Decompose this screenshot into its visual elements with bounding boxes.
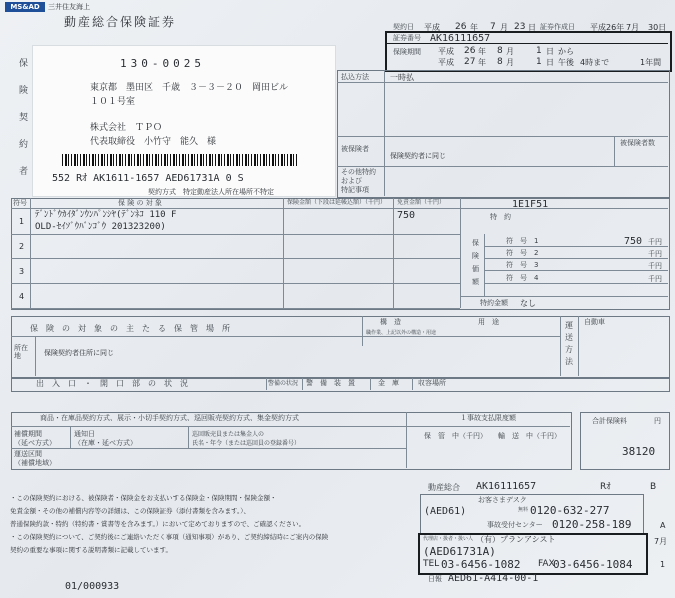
row-no-3: 3 <box>19 267 25 276</box>
structure-note: 職作業、上記以外の構造・用途 <box>366 330 437 336</box>
premium-code-1: 符 号 1 <box>506 237 539 245</box>
contract-era: 平成 <box>424 23 440 32</box>
guard-status-label: 警備の状況 <box>268 380 299 387</box>
special-amount-value: なし <box>520 299 536 308</box>
accident-limit-label: １事故支払限度額 <box>460 414 516 422</box>
payment-value: 一時払 <box>390 73 414 82</box>
note-line-3: 普通保険約款・特約（特約書・賞書等を含みます。）において定めておりますので、ご確認ください。 <box>10 520 306 528</box>
postal-barcode <box>62 154 298 166</box>
storage-during-label: 保 管 中（千円） <box>424 432 487 440</box>
premium-code-4: 符 号 4 <box>506 274 539 282</box>
col-object: 保 険 の 対 象 <box>118 199 162 207</box>
brand-logo: MS&AD <box>5 2 45 12</box>
special-label: 特 約 <box>490 213 511 221</box>
issue-month: 7月 <box>626 23 640 32</box>
guard-device-label: 警 備 装 置 <box>306 379 355 387</box>
period-start-month-unit: 月 <box>506 47 514 56</box>
daily-report-label: 日報 <box>428 575 442 583</box>
contract-month: 7 <box>490 22 496 32</box>
notice-label: 通知日 （在庫・延べ方式） <box>74 430 137 447</box>
agency-code: (AED61731A) <box>423 545 496 558</box>
storage-transit-label: 輸 送 中（千円） <box>498 432 561 440</box>
period-end-era: 平成 <box>438 58 454 67</box>
agency-tel: 03-6456-1082 <box>441 558 521 571</box>
period-start-day: 1 <box>536 46 542 56</box>
contractor-vertical-label: 保 険 契 約 者 <box>19 59 29 177</box>
premium-code-2: 符 号 2 <box>506 249 539 257</box>
main-object-label: 保 険 の 対 象 の 主 た る 保 管 場 所 <box>30 324 230 333</box>
compensation-label: 補償期間 （延べ方式） <box>14 430 56 447</box>
doc-title: 動産総合保険証券 <box>64 15 177 29</box>
col-no: 符号 <box>13 199 27 207</box>
accident-center-label: 事故受付センター <box>487 521 543 529</box>
policy-period-box <box>385 31 672 72</box>
agency-policy-number: AK16111657 <box>476 481 537 492</box>
total-premium-value: 38120 <box>622 445 656 458</box>
period-start-era: 平成 <box>438 47 454 56</box>
contract-year: 26 <box>455 22 467 32</box>
agency-right-B: B <box>650 482 657 492</box>
row-no-4: 4 <box>19 292 25 301</box>
row1-amount: 750 <box>397 210 416 221</box>
contract-date-label: 契約日 <box>393 23 414 31</box>
row1-object-line2: OLD-ｾｲｿﾞｳﾊﾞﾝｺﾞｳ 201323200) <box>35 222 166 232</box>
col-amount: 保険金額（下段は延帳込額）（千円） <box>287 199 387 206</box>
premium-value-1: 750 <box>624 236 643 247</box>
period-end-time: 午後 <box>558 58 574 67</box>
issue-day: 30日 <box>648 23 667 32</box>
footer-code: 01/000933 <box>65 581 120 592</box>
note-line-2: 免責金額・その他の補償内容等の詳細は、この保険証券（添付書類を含みます。）、 <box>10 507 250 515</box>
special-value: 1E1F51 <box>512 199 549 210</box>
policy-number: AK16111657 <box>430 33 491 44</box>
structure-label: 構 造 <box>380 318 401 326</box>
transport-vehicle: 自動車 <box>584 318 605 326</box>
premium-code-3: 符 号 3 <box>506 261 539 269</box>
insured-value-vertical-label: 保 険 価 額 <box>472 239 479 286</box>
contract-year-unit: 年 <box>470 23 478 32</box>
period-end-month-unit: 月 <box>506 58 514 67</box>
payment-label: 払込方法 <box>341 73 369 81</box>
premium-unit-2: 千円 <box>648 250 662 258</box>
agency-name: （有）プランアシスト <box>476 535 556 544</box>
row-no-1: 1 <box>19 217 25 226</box>
agency-num: 1 <box>660 560 666 569</box>
period-end-hour: 4時まで <box>580 58 610 67</box>
free-dial-number: 0120-632-277 <box>530 504 610 517</box>
tel-label: TEL <box>423 559 440 569</box>
customer-desk-label: お客さまデスク <box>478 496 527 504</box>
representative: 代表取締役 小竹守 能久 様 <box>90 137 217 147</box>
entrance-label: 出 入 口 ・ 開 口 部 の 状 況 <box>36 379 188 388</box>
row1-object-line1: ﾃﾞﾝﾄﾞｳｶｲﾀﾞﾝｳﾝﾊﾟﾝｼﾔ(ﾃﾞﾝﾈｺ 110 F <box>35 210 177 220</box>
agency-right-char: Rｵ <box>600 482 611 492</box>
period-end-year: 27 <box>464 57 476 67</box>
fax-label: FAX <box>538 559 555 569</box>
contract-day: 23 <box>514 22 526 32</box>
storage-place-label: 収容場所 <box>418 379 446 387</box>
safe-label: 金 庫 <box>378 379 399 387</box>
accident-center-number: 0120-258-189 <box>552 518 632 531</box>
note-line-5: 契約の重要な事項に関する説明書類に記載しています。 <box>10 546 172 554</box>
tour-label: 巡回販売員または集金人の 氏名・年令（または巡回員の登録番号） <box>192 431 301 447</box>
agent-code: (AED61) <box>424 506 467 517</box>
other-info-label: その他特約 および 特記事項 <box>341 168 376 194</box>
contract-month-unit: 月 <box>500 23 508 32</box>
issue-era: 平成26年 <box>590 23 625 32</box>
period-length: 1年間 <box>640 58 662 67</box>
period-end-month: 8 <box>497 57 503 67</box>
premium-unit-1: 千円 <box>648 238 662 246</box>
col-deductible: 免責金額（千円） <box>397 199 446 206</box>
agency-month: 7月 <box>654 537 668 546</box>
contract-method: 契約方式 特定動産法人所在場所不特定 <box>148 188 274 196</box>
company-name-addressee: 株式会社 ＴＰＯ <box>90 123 163 133</box>
free-dial-label: 無料 <box>518 507 529 513</box>
policy-number-label: 証券番号 <box>393 34 421 42</box>
agency-doc-label: 動産総合 <box>428 483 460 492</box>
period-end-day: 1 <box>536 57 542 67</box>
issue-date-label: 証券作成日 <box>540 23 575 31</box>
period-start-month: 8 <box>497 46 503 56</box>
period-start-day-unit: 日 <box>546 47 554 56</box>
sales-label: 商品・在庫品契約方式、展示・小切手契約方式、巡回販売契約方式、集金契約方式 <box>40 414 299 422</box>
period-label: 保険期間 <box>393 48 421 56</box>
special-amount-label: 特約金額 <box>480 299 508 307</box>
trans-area-label: 運送区間 （補償地域） <box>14 450 56 467</box>
agency-row-label: 代理店・扱者・扱い人 <box>423 536 474 542</box>
total-premium-unit: 円 <box>654 417 661 425</box>
period-start-year-unit: 年 <box>478 47 486 56</box>
insured-label: 被保険者 <box>341 145 369 153</box>
agency-side-letter: A <box>660 521 666 530</box>
address-code-line: 552 Rｵ AK1611-1657 AED61731A 0 S <box>52 173 244 184</box>
insured-value: 保険契約者に同じ <box>390 152 446 160</box>
note-line-4: ・この保険契約について、ご契約後にご連絡いただく事項（通知事項）があり、ご契約締結時にご案内の保険 <box>10 533 329 541</box>
location-value: 保険契約者住所に同じ <box>44 349 114 357</box>
row-no-2: 2 <box>19 242 25 251</box>
period-start-year: 26 <box>464 46 476 56</box>
daily-report-code: AED61-A414-00-1 <box>448 573 539 584</box>
company-name: 三井住友海上 <box>48 3 90 11</box>
agency-fax: 03-6456-1084 <box>553 558 633 571</box>
postal-code: 130-0025 <box>120 57 205 70</box>
premium-unit-4: 千円 <box>648 275 662 283</box>
transport-vertical-label: 運 送 方 法 <box>565 321 573 366</box>
premium-unit-3: 千円 <box>648 262 662 270</box>
usage-label: 用 途 <box>478 318 499 326</box>
insured-count-label: 被保険者数 <box>620 139 655 147</box>
period-end-day-unit: 日 <box>546 58 554 67</box>
address-line2: １０１号室 <box>90 97 136 107</box>
period-start-suffix: から <box>558 47 574 56</box>
contract-day-unit: 日 <box>528 23 536 32</box>
total-premium-label: 合計保険料 <box>592 417 627 425</box>
location-label: 所在地 <box>14 344 28 360</box>
address-line1: 東京都 墨田区 千歳 ３－３－２０ 岡田ビル <box>90 83 289 93</box>
period-end-year-unit: 年 <box>478 58 486 67</box>
note-line-1: ・この保険契約における、被保険者・保険金をお支払いする保険金・保険期間・保険金額・ <box>10 494 277 502</box>
